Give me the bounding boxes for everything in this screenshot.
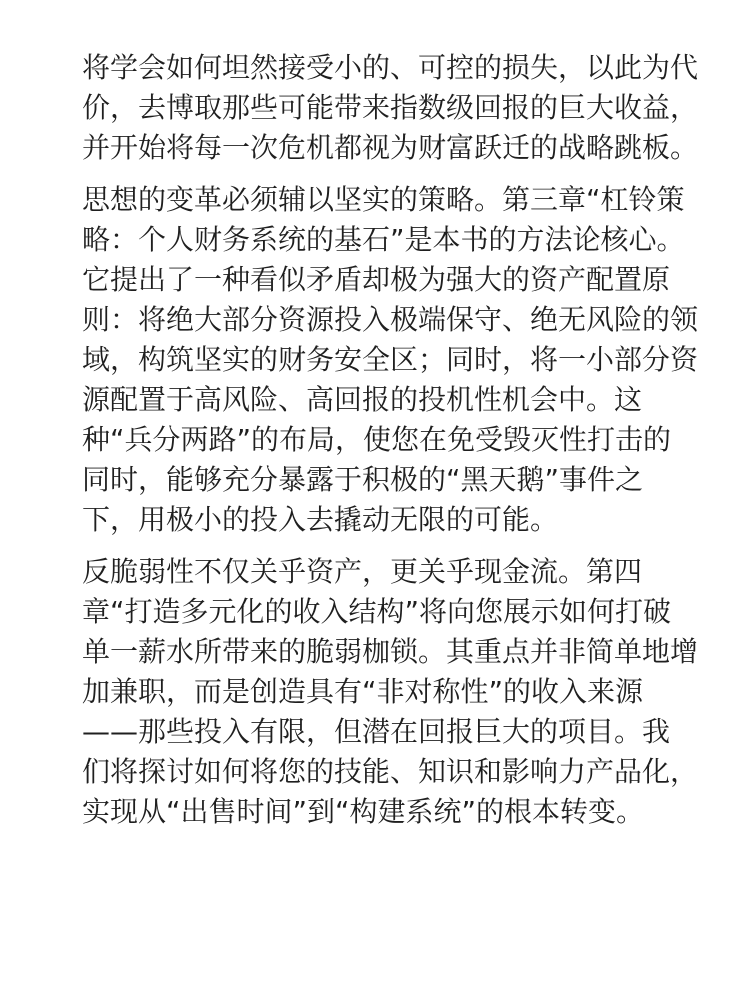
text-line: 域，构筑坚实的财务安全区；同时，将一小部分资 [82,343,699,376]
text-line: 种“兵分两路”的布局，使您在免受毁灭性打击的 [82,423,672,456]
text-line: 将学会如何坦然接受小的、可控的损失，以此为代 [82,51,699,84]
text-line: 加兼职，而是创造具有“非对称性”的收入来源 [82,675,644,708]
text-line: 价，去博取那些可能带来指数级回报的巨大收益， [82,91,699,124]
text-line: 单一薪水所带来的脆弱枷锁。其重点并非简单地增 [82,635,699,668]
text-line: 们将探讨如何将您的技能、知识和影响力产品化， [82,755,699,788]
paragraph-3 [82,552,699,832]
paragraph-1 [82,48,699,168]
text-line: 源配置于高风险、高回报的投机性机会中。这 [82,383,643,416]
text-line: 则：将绝大部分资源投入极端保守、绝无风险的领 [82,303,699,336]
text-line: 实现从“出售时间”到“构建系统”的根本转变。 [82,795,645,828]
text-line: 同时，能够充分暴露于积极的“黑天鹅”事件之 [82,463,644,496]
text-line: 反脆弱性不仅关乎资产，更关乎现金流。第四 [82,555,643,588]
text-line: 下，用极小的投入去撬动无限的可能。 [82,503,559,536]
text-line: 思想的变革必须辅以坚实的策略。第三章“杠铃策 [82,183,685,216]
paragraph-2 [82,180,699,540]
text-line: ——那些投入有限，但潜在回报巨大的项目。我 [82,715,671,748]
text-line: 并开始将每一次危机都视为财富跃迁的战略跳板。 [82,131,699,164]
text-line: 它提出了一种看似矛盾却极为强大的资产配置原 [82,263,671,296]
text-line: 章“打造多元化的收入结构”将向您展示如何打破 [82,595,672,628]
text-line: 略：个人财务系统的基石”是本书的方法论核心。 [82,223,685,256]
